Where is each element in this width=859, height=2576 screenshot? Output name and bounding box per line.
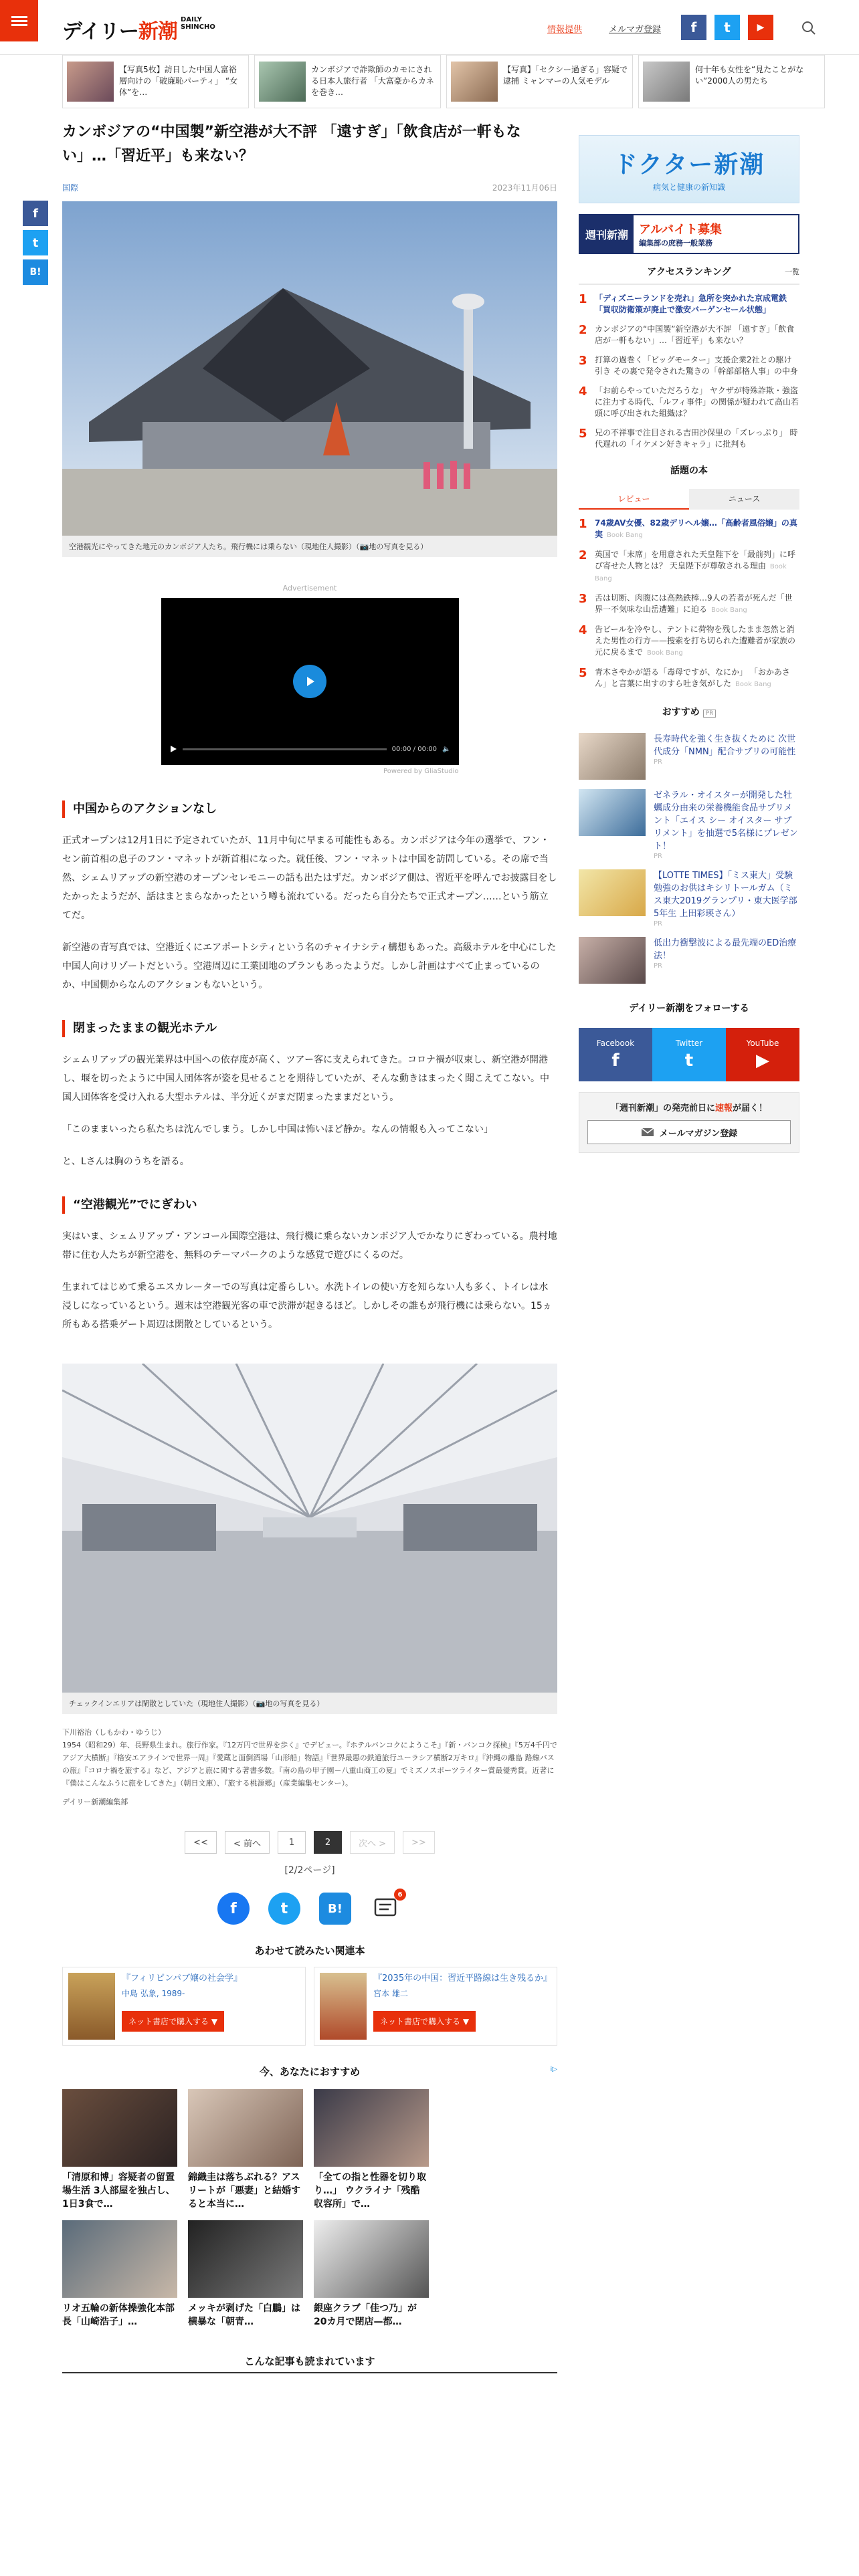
recruit-sub: 編集部の庶務一般業務 <box>639 239 713 247</box>
rank-title: 「お前らやっていただろうな」 ヤクザが特殊詐欺・強盗に注力する時代、「ルフィ事件」の関係が疑われて高山若頭に呼び出された組織は？ <box>595 386 799 418</box>
topic-title-text: 74歳AV女優、82歳デリヘル嬢…「高齢者風俗嬢」の真実 <box>595 518 797 539</box>
paragraph: 正式オープンは12月1日に予定されていたが、11月中旬に早まる可能性もある。カンボジアは今年の選挙で、フン・セン前首相の息子のフン・マネットが新首相になった。就任後、フン・マネットは中国を訪問している。その席で当然、シェムリアップの新空港のオープンセレモニーの話も出たはずだ。カンボジア側は、習近平を呼んでお披露目をしたかったようだが、話はまとまらなかったという噂も流れている。だったら自分たちで正式オープン……という筋立てだ。 <box>62 835 557 921</box>
recommend-image <box>188 2089 303 2167</box>
rank-number: 3 <box>579 354 587 368</box>
author-name: 下川裕治（しもかわ・ゆうじ） <box>62 1728 165 1737</box>
camera-icon: 📷 <box>256 1699 266 1708</box>
info-provide-link[interactable]: 情報提供 <box>547 25 583 35</box>
pr-image <box>579 733 646 780</box>
recommend-title: リオ五輪の新体操強化本部長「山崎浩子」… <box>62 2303 175 2327</box>
topic-item[interactable] <box>579 624 799 659</box>
topic-source: Book Bang <box>607 532 643 539</box>
video-time: 00:00 / 00:00 <box>391 745 438 753</box>
recruit-banner[interactable] <box>579 214 799 254</box>
photo1-caption <box>62 536 557 557</box>
follow-label: YouTube <box>746 1039 779 1048</box>
recommend-item[interactable] <box>314 2220 429 2342</box>
recruit-title: アルバイト募集 <box>639 223 723 237</box>
pr-item[interactable] <box>579 869 799 928</box>
prev-page-button[interactable]: < 前へ <box>225 1831 270 1854</box>
pr-heading <box>579 705 799 724</box>
caption-suffix: ） <box>420 542 428 551</box>
follow-facebook-button[interactable] <box>579 1028 652 1081</box>
pr-title: ゼネラル・オイスターが開発した牡蠣成分由来の栄養機能食品サプリメント「エイス シー オイスター サプリメント」を抽選で5名様にプレゼント！ <box>654 790 798 851</box>
topic-title <box>595 593 799 616</box>
thumbnail-image <box>67 62 114 102</box>
topic-source: Book Bang <box>711 607 747 614</box>
follow-label: Facebook <box>596 1039 635 1048</box>
related-strip-item[interactable] <box>254 55 441 108</box>
progress-bar[interactable] <box>183 748 387 750</box>
comment-icon[interactable] <box>370 1893 402 1925</box>
book-title[interactable]: 『フィリピンパブ嬢の社会学』 <box>122 1973 243 1983</box>
related-strip-text: 【写真】「セクシー過ぎる」容疑で逮捕 ミャンマーの人気モデル <box>503 65 628 86</box>
video-player[interactable] <box>161 598 459 765</box>
next-page-button[interactable]: 次へ > <box>350 1831 395 1854</box>
follow-youtube-button[interactable] <box>726 1028 799 1081</box>
ranking-heading-text: アクセスランキング <box>647 267 731 278</box>
sidebar <box>579 135 799 1153</box>
recommend-item[interactable] <box>62 2220 177 2342</box>
facebook-icon[interactable]: f <box>681 15 706 40</box>
book-author: 中島 弘象, 1989- <box>122 1989 185 1998</box>
thumbnail-image <box>259 62 306 102</box>
ranking-heading <box>579 265 799 285</box>
twitter-icon: t <box>684 1051 694 1071</box>
photo2-caption <box>62 1693 557 1714</box>
section-heading: “空港観光”でにぎわい <box>62 1196 557 1214</box>
topics-heading: 話題の本 <box>670 465 708 476</box>
recommend-grid <box>62 2089 557 2342</box>
editorial-sign: デイリー新潮編集部 <box>62 1798 128 1806</box>
paragraph: と、Lさんは胸のうちを語る。 <box>62 1156 189 1167</box>
more-articles-heading: こんな記事も読まれています <box>62 2354 557 2373</box>
ranking-item[interactable] <box>579 427 799 450</box>
rank-title: カンボジアの“中国製”新空港が大不評 「遠すぎ」「飲食店が一軒もない」…「習近平」も来ない？ <box>595 324 795 345</box>
related-strip-text: 何十年も女性を“見たことがない”2000人の男たち <box>695 65 804 86</box>
topics-tabs <box>579 489 799 510</box>
youtube-icon: ▶ <box>756 1051 769 1071</box>
rank-number: 1 <box>579 292 587 306</box>
mail-magazine-text <box>587 1101 791 1113</box>
related-strip-text: カンボジアで詐欺師のカモにされる日本人旅行者 「大富豪からカネを巻き… <box>311 65 434 97</box>
pr-tag: PR <box>654 920 662 928</box>
twitter-share-icon[interactable]: t <box>268 1893 300 1925</box>
pr-title: 長寿時代を強く生き抜くために 次世代成分「NMN」配合サプリの可能性 <box>654 734 796 757</box>
caption-text: チェックインエリアは閑散としていた（現地住人撮影）（ <box>69 1699 256 1708</box>
article-meta <box>62 182 557 193</box>
book-cover-image <box>320 1973 367 2040</box>
comment-count-badge: 6 <box>394 1889 406 1901</box>
menu-icon <box>11 14 27 28</box>
twitter-share-icon[interactable]: t <box>23 230 48 255</box>
topic-source: Book Bang <box>735 681 771 688</box>
ranking-list <box>579 293 799 450</box>
related-books <box>62 1967 557 2046</box>
rank-number: 2 <box>579 323 587 337</box>
recommend-image <box>62 2089 177 2167</box>
pr-title: 低出力衝撃波による最先端のED治療法！ <box>654 938 797 961</box>
mag-text-red: 速報 <box>714 1103 733 1113</box>
recommend-image <box>188 2220 303 2298</box>
paragraph: 新空港の青写真では、空港近くにエアポートシティという名のチャイナシティ構想もあった。高級ホテルを中心にした中国人向けリゾートだという。空港周辺に工業団地のプランもあったようだ。しかし計画はすべて止まっているのか、中国側からなんのアクションもないという。 <box>62 942 557 990</box>
doctor-shincho-banner[interactable] <box>579 135 799 203</box>
recommend-heading <box>62 2064 557 2078</box>
follow-buttons <box>579 1028 799 1081</box>
small-play-icon[interactable] <box>169 745 177 753</box>
topic-source: Book Bang <box>647 649 683 657</box>
pagination <box>62 1831 557 1854</box>
recommend-heading-text: 今、あなたにおすすめ <box>259 2066 361 2078</box>
rank-number: 1 <box>579 517 587 531</box>
thumbnail-image <box>643 62 690 102</box>
hatena-bookmark-icon[interactable]: B! <box>319 1893 351 1925</box>
pr-title: 【LOTTE TIMES】「ミス東大」受験勉強のお供はキシリトールガム（ミス東大2019グランプリ・東大医学部5年生 上田彩瑛さん） <box>654 871 797 919</box>
rank-number: 5 <box>579 427 587 441</box>
banner-title: ドクター新潮 <box>613 151 765 179</box>
category-link[interactable]: 国際 <box>62 183 79 193</box>
recommend-image <box>314 2220 429 2298</box>
topic-item[interactable] <box>579 549 799 584</box>
mail-magazine-link[interactable]: メルマガ登録 <box>609 25 662 35</box>
paragraph: 生まれてはじめて乗るエスカレーターでの写真は定番らしい。水洗トイレの使い方を知らない人も多く、トイレは水浸しになっているという。週末は空港観光客の車で渋滞が起きるほど。しかしその誰もが飛行機には乗らない。15ヵ所もある搭乗ゲート周辺は閑散としているという。 <box>62 1282 552 1330</box>
related-strip-item[interactable] <box>62 55 249 108</box>
topic-title-text: 舌は切断、肉腹には高熱鉄棒…9人の若者が死んだ「世界一不気味な山岳遭難」に迫る <box>595 593 793 614</box>
advertisement-label: Advertisement <box>282 584 337 593</box>
pr-image <box>579 869 646 916</box>
logo-main: デイリー <box>62 20 138 43</box>
topic-title <box>595 549 799 584</box>
pr-item[interactable] <box>579 789 799 860</box>
facebook-share-icon[interactable]: f <box>23 201 48 226</box>
pr-item[interactable] <box>579 733 799 780</box>
mag-text-a: 「週刊新潮」の発売前日に <box>610 1103 715 1113</box>
paragraph: シェムリアップの観光業界は中国への依存度が高く、ツアー客に支えられてきた。コロナ禍が収束し、新空港が開港し、堰を切ったように中国人団体客が姿を見せることを期待していたが、そんな動きはまったく聞こえてこない。中国人団体客を受け入れる大型ホテルは、半分近くがまだ閉まったままだという。 <box>62 1055 549 1103</box>
site-header <box>0 0 859 55</box>
related-strip <box>62 55 825 111</box>
ranking-item[interactable] <box>579 324 799 346</box>
rank-title: 「ディズニーランドを売れ」急所を突かれた京成電鉄 「買収防衛策が廃止で激安バーゲンセール状態」 <box>595 294 787 314</box>
page-count: [2/2ページ] <box>284 1865 335 1876</box>
youtube-icon[interactable]: ▶ <box>748 15 773 40</box>
section-heading: 中国からのアクションなし <box>62 800 557 818</box>
pr-heading-text: おすすめ <box>662 707 700 718</box>
view-photo-link[interactable]: 地の写真を見る <box>265 1699 317 1708</box>
pr-badge: PR <box>703 710 717 718</box>
buy-online-button[interactable]: ネット書店で購入する ▼ <box>122 2011 224 2032</box>
camera-icon: 📷 <box>359 542 369 551</box>
mail-magazine-box <box>579 1092 799 1153</box>
recommend-title: 銀座クラブ「佳つ乃」が20カ月で閉店—都… <box>314 2303 417 2327</box>
rank-title: 兄の不祥事で注目される吉田沙保里の「ズレっぷり」 時代遅れの「イケメン好きキャラ」に批判も <box>595 428 798 449</box>
section-heading: 閉まったままの観光ホテル <box>62 1020 557 1037</box>
topics-list <box>579 518 799 690</box>
topic-title <box>595 624 799 659</box>
follow-heading: デイリー新潮をフォローする <box>629 1003 749 1014</box>
author-bio: 1954（昭和29）年、長野県生まれ。旅行作家。『12万円で世界を歩く』でデビュー。『ホテルバンコクにようこそ』『新・バンコク探検』『5万4千円でアジア大横断』『格安エアラインで世界一周』『愛蔵と面倒酒場「山形船」物語』『世界最悪の鉄道旅行ユーラシア横断2万キロ』『沖縄の離島 路線バスの旅』『コロナ禍を旅する』など、アジアと旅に関する著書多数。『南の島の甲子園－八重山商工の夏』でミズノスポーツライター賞最優秀賞。近著に『僕はこんなふうに旅をしてきた』（朝日文庫）、『旅する桃源郷』（産業編集センター）。 <box>62 1741 557 1788</box>
left-share-bar <box>23 201 48 289</box>
video-controls <box>169 742 451 756</box>
recommend-title: メッキが剥げた「白鵬」は横暴な「朝青… <box>188 2303 300 2327</box>
book-cover-image <box>68 1973 115 2040</box>
caption-suffix: ） <box>316 1699 324 1708</box>
book-card[interactable] <box>314 1967 557 2046</box>
follow-label: Twitter <box>675 1039 703 1048</box>
related-strip-item[interactable] <box>638 55 825 108</box>
page-1-button[interactable]: 1 <box>278 1831 306 1854</box>
pr-tag: PR <box>654 962 662 970</box>
recruit-left: 週刊新潮 <box>580 215 634 253</box>
first-page-button[interactable]: << <box>185 1831 217 1854</box>
buy-online-button[interactable]: ネット書店で購入する ▼ <box>373 2011 476 2032</box>
topic-title <box>595 667 799 690</box>
view-photo-link[interactable]: 地の写真を見る <box>369 542 421 551</box>
ranking-item[interactable] <box>579 293 799 316</box>
logo-accent: 新潮 <box>138 20 177 43</box>
airport-exterior-photo[interactable] <box>62 201 557 536</box>
book-title[interactable]: 『2035年の中国：習近平路線は生き残るか』 <box>373 1973 553 1983</box>
recommend-item[interactable] <box>314 2089 429 2211</box>
article-title: カンボジアの“中国製”新空港が大不評 「遠すぎ」「飲食店が一軒もない」…「習近平」も来ない？ <box>62 124 521 165</box>
hatena-bookmark-icon[interactable]: B! <box>23 259 48 285</box>
recommend-item[interactable] <box>62 2089 177 2211</box>
paragraph: 実はいま、シェムリアップ・アンコール国際空港は、飛行機に乗らないカンボジア人でかなりにぎわっている。農村地帯に住む人たちが新空港を、無料のテーマパークのような感覚で遊びにくるのだ。 <box>62 1231 557 1261</box>
facebook-icon: f <box>611 1051 619 1071</box>
checkin-area-photo[interactable] <box>62 1364 557 1693</box>
topic-title-text: 青木さやかが語る「毒母ですが、なにか」 「おかあさん」と言葉に出すのすら吐き気がした <box>595 667 790 688</box>
topic-source: Book Bang <box>595 563 787 582</box>
book-card[interactable] <box>62 1967 306 2046</box>
rank-title: 打算の過巻く「ビッグモーター」支援企業2社との駆け引き その裏で発令された驚きの「幹部部格人事」の中身 <box>595 355 798 376</box>
mail-icon <box>641 1128 654 1137</box>
ranking-item[interactable] <box>579 354 799 377</box>
rank-number: 5 <box>579 666 587 680</box>
topic-title-text: 告ビールを冷やし、テントに荷物を残したまま忽然と消えた男性の行方——捜索を打ち切られた遭難者が家族の元に戻るまで <box>595 625 796 657</box>
mail-magazine-button-label: メールマガジン登録 <box>659 1128 738 1139</box>
topic-item[interactable] <box>579 518 799 541</box>
ranking-item[interactable] <box>579 385 799 419</box>
related-books-heading: あわせて読みたい関連本 <box>254 1945 365 1957</box>
topic-item[interactable] <box>579 593 799 616</box>
volume-icon[interactable]: 🔈 <box>442 745 451 753</box>
recommend-title: 錦織圭は落ちぶれる？アスリートが「悪妻」と結婚すると本当に… <box>188 2172 300 2210</box>
book-author: 宮本 雄二 <box>373 1989 408 1998</box>
follow-twitter-button[interactable] <box>652 1028 726 1081</box>
hamburger-menu-button[interactable] <box>0 0 38 41</box>
article <box>62 120 557 2373</box>
related-strip-item[interactable] <box>446 55 633 108</box>
tab-review[interactable]: レビュー <box>579 489 689 510</box>
recommend-item[interactable] <box>188 2220 303 2342</box>
pr-image <box>579 937 646 984</box>
topic-item[interactable] <box>579 667 799 690</box>
facebook-share-icon[interactable]: f <box>217 1893 250 1925</box>
rank-number: 4 <box>579 623 587 637</box>
pr-tag: PR <box>654 853 662 860</box>
pr-image <box>579 789 646 836</box>
rank-number: 2 <box>579 548 587 562</box>
related-strip-text: 【写真5枚】訪日した中国人富裕層向けの「破廉恥パーティ」 “女体”を… <box>119 65 238 97</box>
play-icon[interactable] <box>293 665 326 698</box>
topic-title <box>595 518 799 541</box>
author-profile <box>62 1726 557 1790</box>
caption-text: 空港観光にやってきた地元のカンボジア人たち。飛行機には乗らない（現地住人撮影）（ <box>69 542 360 551</box>
ranking-more-link[interactable]: 一覧 <box>785 267 799 276</box>
recommend-item[interactable] <box>188 2089 303 2211</box>
banner-subtitle: 病気と健康の新知識 <box>652 183 725 192</box>
page-2-button[interactable]: 2 <box>314 1831 342 1854</box>
logo-subtitle: DAILY SHINCHO <box>181 16 215 31</box>
search-icon[interactable] <box>799 18 819 38</box>
recommend-image <box>314 2089 429 2167</box>
ad-choices-icon[interactable]: i▷ <box>550 2066 557 2073</box>
rank-number: 3 <box>579 592 587 606</box>
video-brand: Powered by GliaStudio <box>383 768 459 775</box>
last-page-button[interactable]: >> <box>403 1831 435 1854</box>
twitter-icon[interactable]: t <box>714 15 740 40</box>
rank-number: 4 <box>579 385 587 399</box>
mail-magazine-register-button[interactable] <box>587 1120 791 1144</box>
topic-title-text: 英国で「末席」を用意された天皇陛下を「最前列」に呼び寄せた人物とは？ 天皇陛下が尊敬される理由 <box>595 550 796 570</box>
paragraph: 「このままいったら私たちは沈んでしまう。しかし中国は怖いほど静か。なんの情報も入ってこない」 <box>62 1124 493 1135</box>
mag-text-b: が届く！ <box>733 1103 768 1113</box>
pr-item[interactable] <box>579 937 799 984</box>
pr-tag: PR <box>654 758 662 766</box>
site-logo[interactable] <box>62 15 177 44</box>
tab-news[interactable]: ニュース <box>689 489 799 510</box>
recommend-title: 「全ての指と性器を切り取り…」 ウクライナ「残酷収容所」で… <box>314 2172 426 2210</box>
thumbnail-image <box>451 62 498 102</box>
publish-date: 2023年11月06日 <box>492 183 557 193</box>
pr-list <box>579 733 799 984</box>
recommend-image <box>62 2220 177 2298</box>
recommend-title: 「清原和博」容疑者の留置場生活 3人部屋を独占し、1日3食で… <box>62 2172 175 2210</box>
bottom-share-bar <box>62 1893 557 1925</box>
